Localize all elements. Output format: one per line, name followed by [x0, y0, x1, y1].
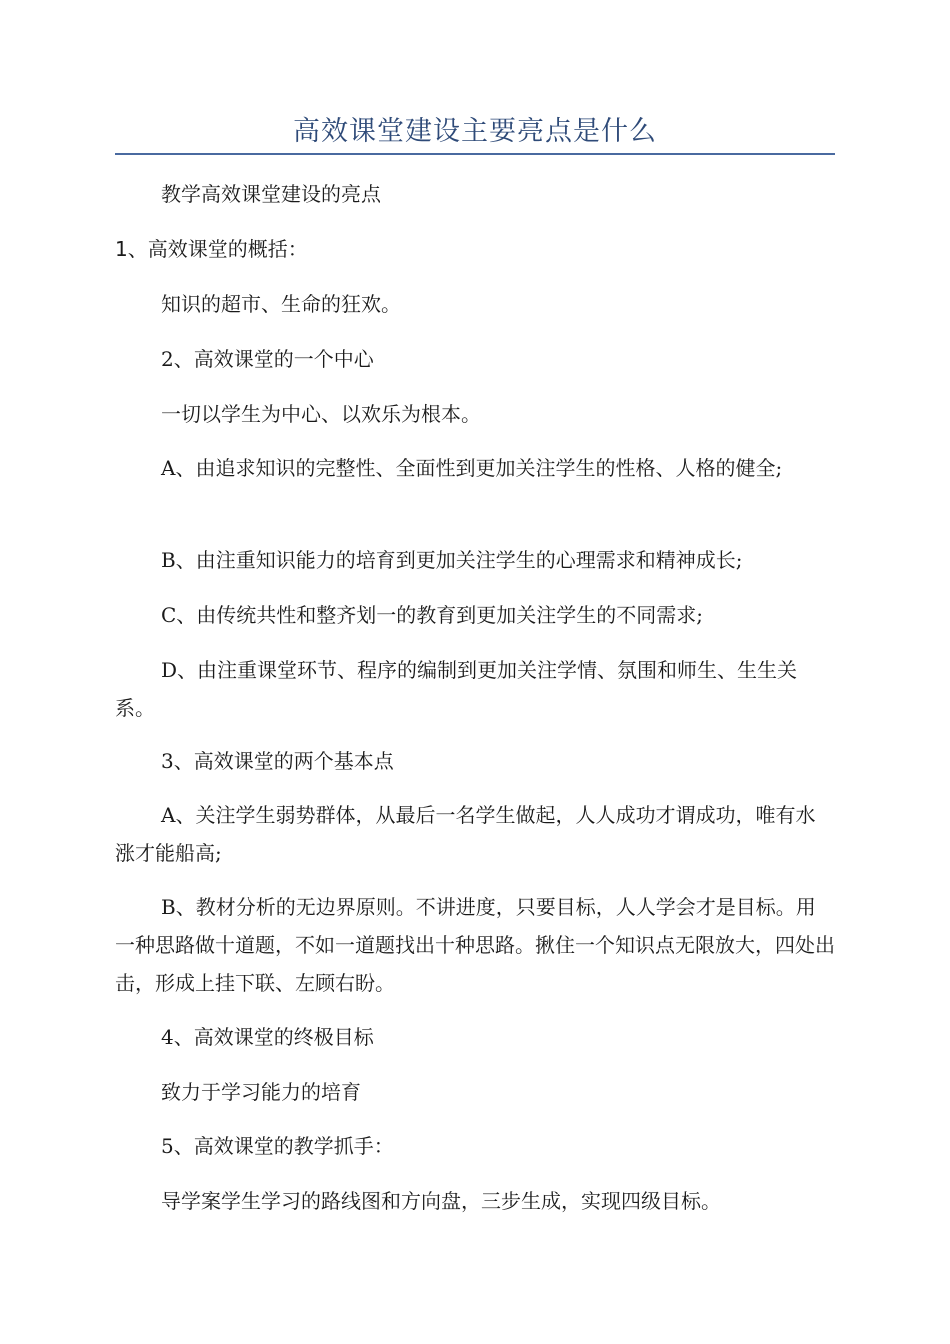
document-title: 高效课堂建设主要亮点是什么 [293, 116, 657, 147]
paragraph-item-a: A、关注学生弱势群体，从最后一名学生做起，人人成功才谓成功，唯有水涨才能船高; [115, 803, 816, 865]
paragraph: 一切以学生为中心、以欢乐为根本。 [161, 402, 481, 426]
paragraph-item-b: B、教材分析的无边界原则。不讲进度，只要目标，人人学会才是目标。用一种思路做十道题，不如一道题找出十种思路。揪住一个知识点无限放大，四处出击，形成上挂下联、左顾右盼。 [115, 895, 835, 995]
paragraph-item-c: C、由传统共性和整齐划一的教育到更加关注学生的不同需求; [161, 603, 704, 627]
section-heading-4: 4、高效课堂的终极目标 [161, 1025, 374, 1049]
paragraph: 致力于学习能力的培育 [161, 1080, 361, 1104]
paragraph-item-a: A、由追求知识的完整性、全面性到更加关注学生的性格、人格的健全; [161, 456, 783, 480]
paragraph: 知识的超市、生命的狂欢。 [161, 292, 401, 316]
paragraph: 导学案学生学习的路线图和方向盘，三步生成，实现四级目标。 [161, 1189, 721, 1213]
title-underline [115, 153, 835, 155]
paragraph-item-d: D、由注重课堂环节、程序的编制到更加关注学情、氛围和师生、生生关系。 [115, 658, 798, 720]
section-heading-5: 5、高效课堂的教学抓手： [161, 1134, 394, 1158]
section-heading-3: 3、高效课堂的两个基本点 [161, 749, 394, 773]
paragraph-item-b: B、由注重知识能力的培育到更加关注学生的心理需求和精神成长; [161, 548, 743, 572]
paragraph-intro: 教学高效课堂建设的亮点 [161, 182, 381, 206]
section-heading-2: 2、高效课堂的一个中心 [161, 347, 374, 371]
section-heading-1: 1、高效课堂的概括： [115, 237, 308, 261]
